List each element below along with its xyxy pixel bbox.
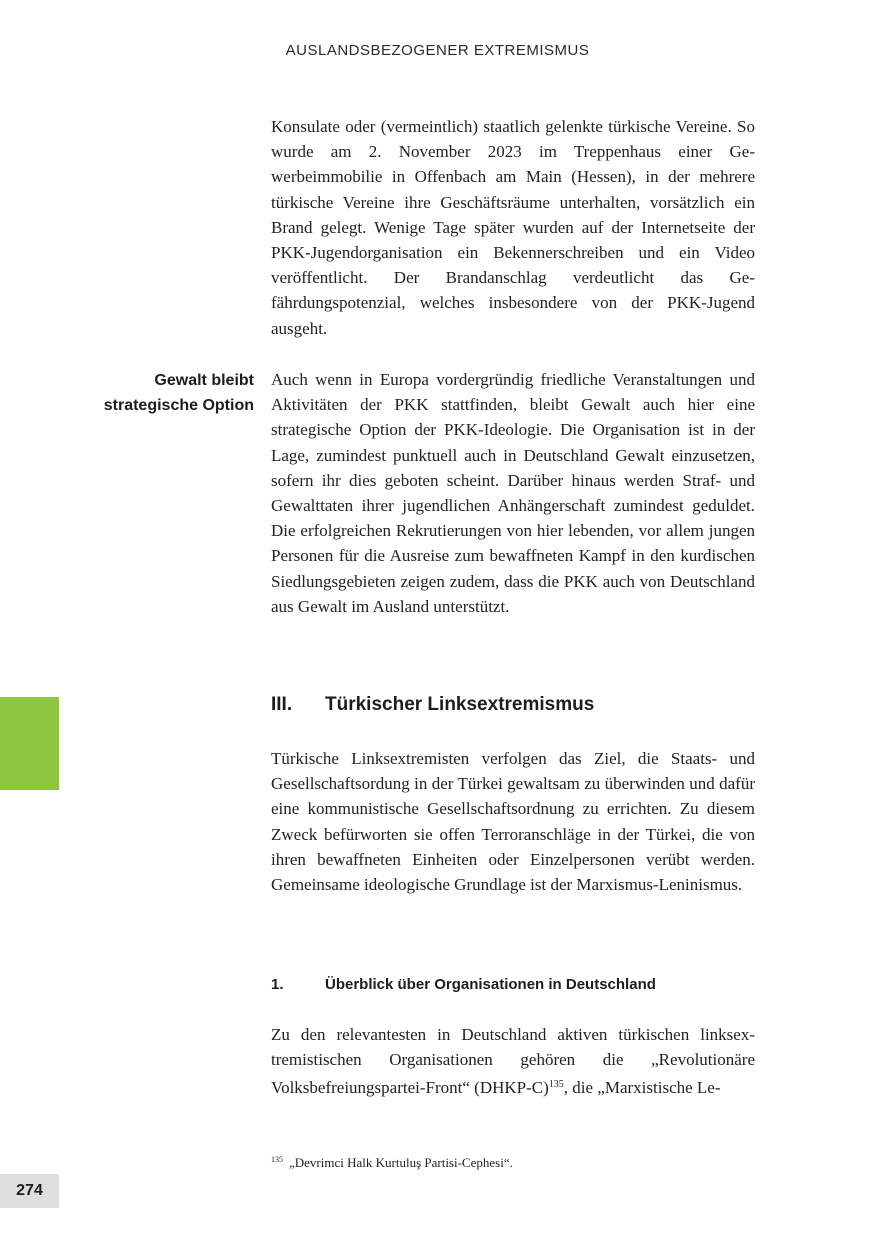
- section-heading: [271, 694, 594, 716]
- paragraph-organisationen-text: Zu den relevantesten in Deutschland aktiven türkischen linksextremistischen Organisationen gehören die „Revolutionäre Volksbefreiungspartei-Front“ (DHKP-C): [271, 1025, 755, 1098]
- subsection-number: 1.: [271, 976, 284, 993]
- paragraph-gewalt-option: Auch wenn in Europa vordergründig friedliche Veranstaltungen und Aktivitäten der PKK stattfinden, bleibt Gewalt auch hier eine strategische Option der PKK-Ideologie. Die Organisation ist in der Lage, zumindest punktuell auch in Deutschland Gewalt einzusetzen, sofern ihr dies geboten scheint. Darüber hinaus werden Straf- und Gewalttaten ihrer jugendlichen Anhängerschaft zumindest geduldet. Die erfolgreichen Rekrutierungen von hier lebenden, vor allem jungen Personen für die Ausreise zum bewaffneten Kampf in den kurdischen Siedlungsgebieten zeigen zudem, dass die PKK auch von Deutschland aus Gewalt im Ausland unterstützt.: [271, 370, 755, 616]
- footnote-number: 135: [271, 1155, 283, 1164]
- paragraph-brandanschlag: Konsulate oder (vermeintlich) staatlich gelenkte türkische Vereine. So wurde am 2. November 2023 im Treppenhaus einer Gewerbeimmobilie in Offenbach am Main (Hessen), in der mehrere türkische Vereine ihre Geschäftsräume unterhalten, vorsätzlich ein Brand gelegt. Wenige Tage später wurden auf der Internetseite der PKK-Jugendorganisation ein Bekennerschreiben und ein Video veröffentlicht. Der Brandanschlag verdeutlicht das Gefährdungspotenzial, welches insbesondere von der PKK-Jugend ausgeht.: [271, 117, 755, 338]
- margin-note-line-1: Gewalt bleibt: [154, 372, 254, 389]
- subsection-title: Überblick über Organisationen in Deutschland: [325, 976, 656, 993]
- footnote: [271, 1155, 513, 1171]
- page-number-box: [0, 1174, 59, 1208]
- section-title: Türkischer Linksextremismus: [325, 694, 595, 715]
- footnote-text: „Devrimci Halk Kurtuluş Partisi-Cephesi“.: [289, 1155, 513, 1170]
- section-number: III.: [271, 694, 293, 715]
- page-number: 274: [16, 1182, 43, 1199]
- margin-note-line-2: strategische Option: [103, 397, 254, 415]
- paragraph-organisationen: [271, 1022, 755, 1101]
- paragraph-organisationen-continuation: , die „Marxistische Le-: [563, 1078, 721, 1098]
- running-header: AUSLANDSBEZOGENER EXTREMISMUS: [285, 42, 590, 59]
- paragraph-linksextremismus: Türkische Linksextremisten verfolgen das Ziel, die Staats- und Gesellschaftsordung in der Türkei gewaltsam zu überwinden und dafür eine kommunistische Gesellschaftsordnung zu errichten. Zu diesem Zweck befürworten sie offen Terroranschläge in der Türkei, die von ihren bewaffneten Einheiten oder Einzelpersonen verübt werden. Gemeinsame ideologische Grundlage ist der Marxismus-Leninismus.: [271, 749, 755, 895]
- margin-note: [60, 368, 254, 418]
- subsection-heading: [271, 976, 656, 993]
- footnote-reference[interactable]: 135: [548, 1079, 564, 1091]
- chapter-color-tab: [0, 697, 59, 790]
